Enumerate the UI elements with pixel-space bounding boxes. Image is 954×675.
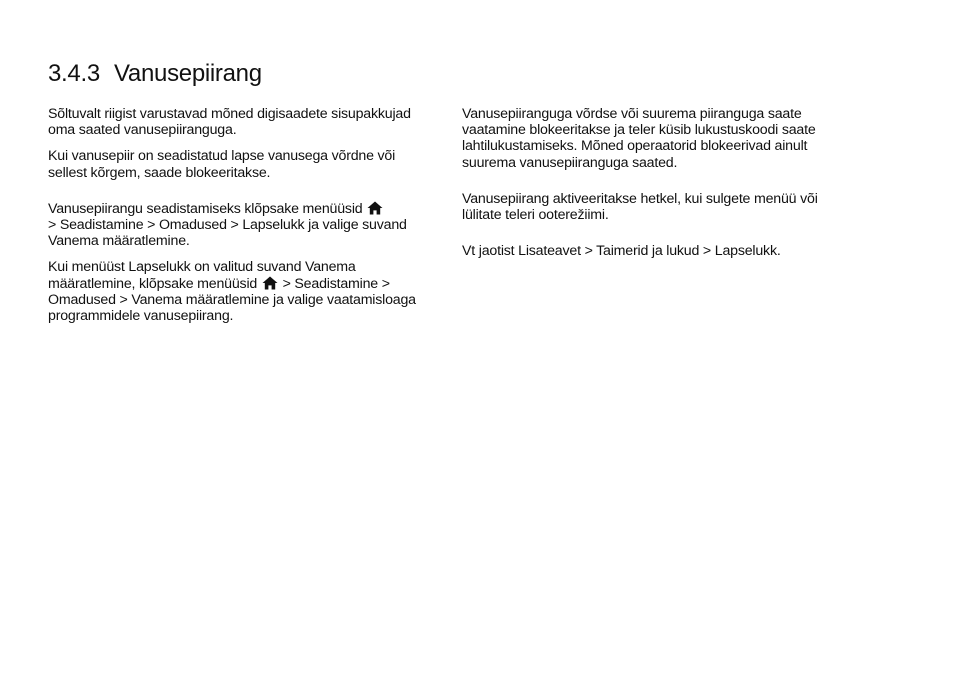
section-title: Vanusepiirang [114, 60, 262, 87]
paragraph-setup-instructions [48, 201, 428, 250]
right-column [462, 106, 852, 259]
parent-rating-text-path: > Seadistamine > Omadused > Vanema määratlemine ja valige vaatamisloaga programmidele vanusepiirang. [48, 275, 416, 325]
setup-text-start: Vanusepiirangu seadistamiseks klõpsake menüüsid [48, 200, 363, 217]
paragraph-parent-rating [48, 259, 428, 324]
setup-text-path: > Seadistamine > Omadused > Lapselukk ja valige suvand Vanema määratlemine. [48, 217, 407, 250]
paragraph-see-also: Vt jaotist Lisateavet > Taimerid ja lukud > Lapselukk. [462, 243, 781, 260]
paragraph-activation: Vanusepiirang aktiveeritakse hetkel, kui sulgete menüü või lülitate teleri ooterežiimi. [462, 190, 818, 224]
paragraph-availability: Sõltuvalt riigist varustavad mõned digisaadete sisupakkujad oma saated vanusepiiranguga. [48, 106, 411, 139]
home-icon [367, 201, 383, 215]
section-heading [48, 60, 262, 88]
home-icon [262, 276, 278, 290]
left-column [48, 106, 428, 324]
parent-rating-text-start: Kui menüüst Lapselukk on valitud suvand Vanema määratlemine, klõpsake menüüsid [48, 259, 356, 292]
paragraph-lock-behavior: Vanusepiiranguga võrdse või suurema piiranguga saate vaatamine blokeeritakse ja teler küsib lukustuskoodi saate lahtilukustamiseks. Mõned operaatorid blokeerivad ainult suurema vanusepiiranguga saated. [462, 106, 816, 171]
paragraph-blocking-rule: Kui vanusepiir on seadistatud lapse vanusega võrdne või sellest kõrgem, saade blokeeritakse. [48, 148, 396, 181]
section-number: 3.4.3 [48, 60, 100, 87]
